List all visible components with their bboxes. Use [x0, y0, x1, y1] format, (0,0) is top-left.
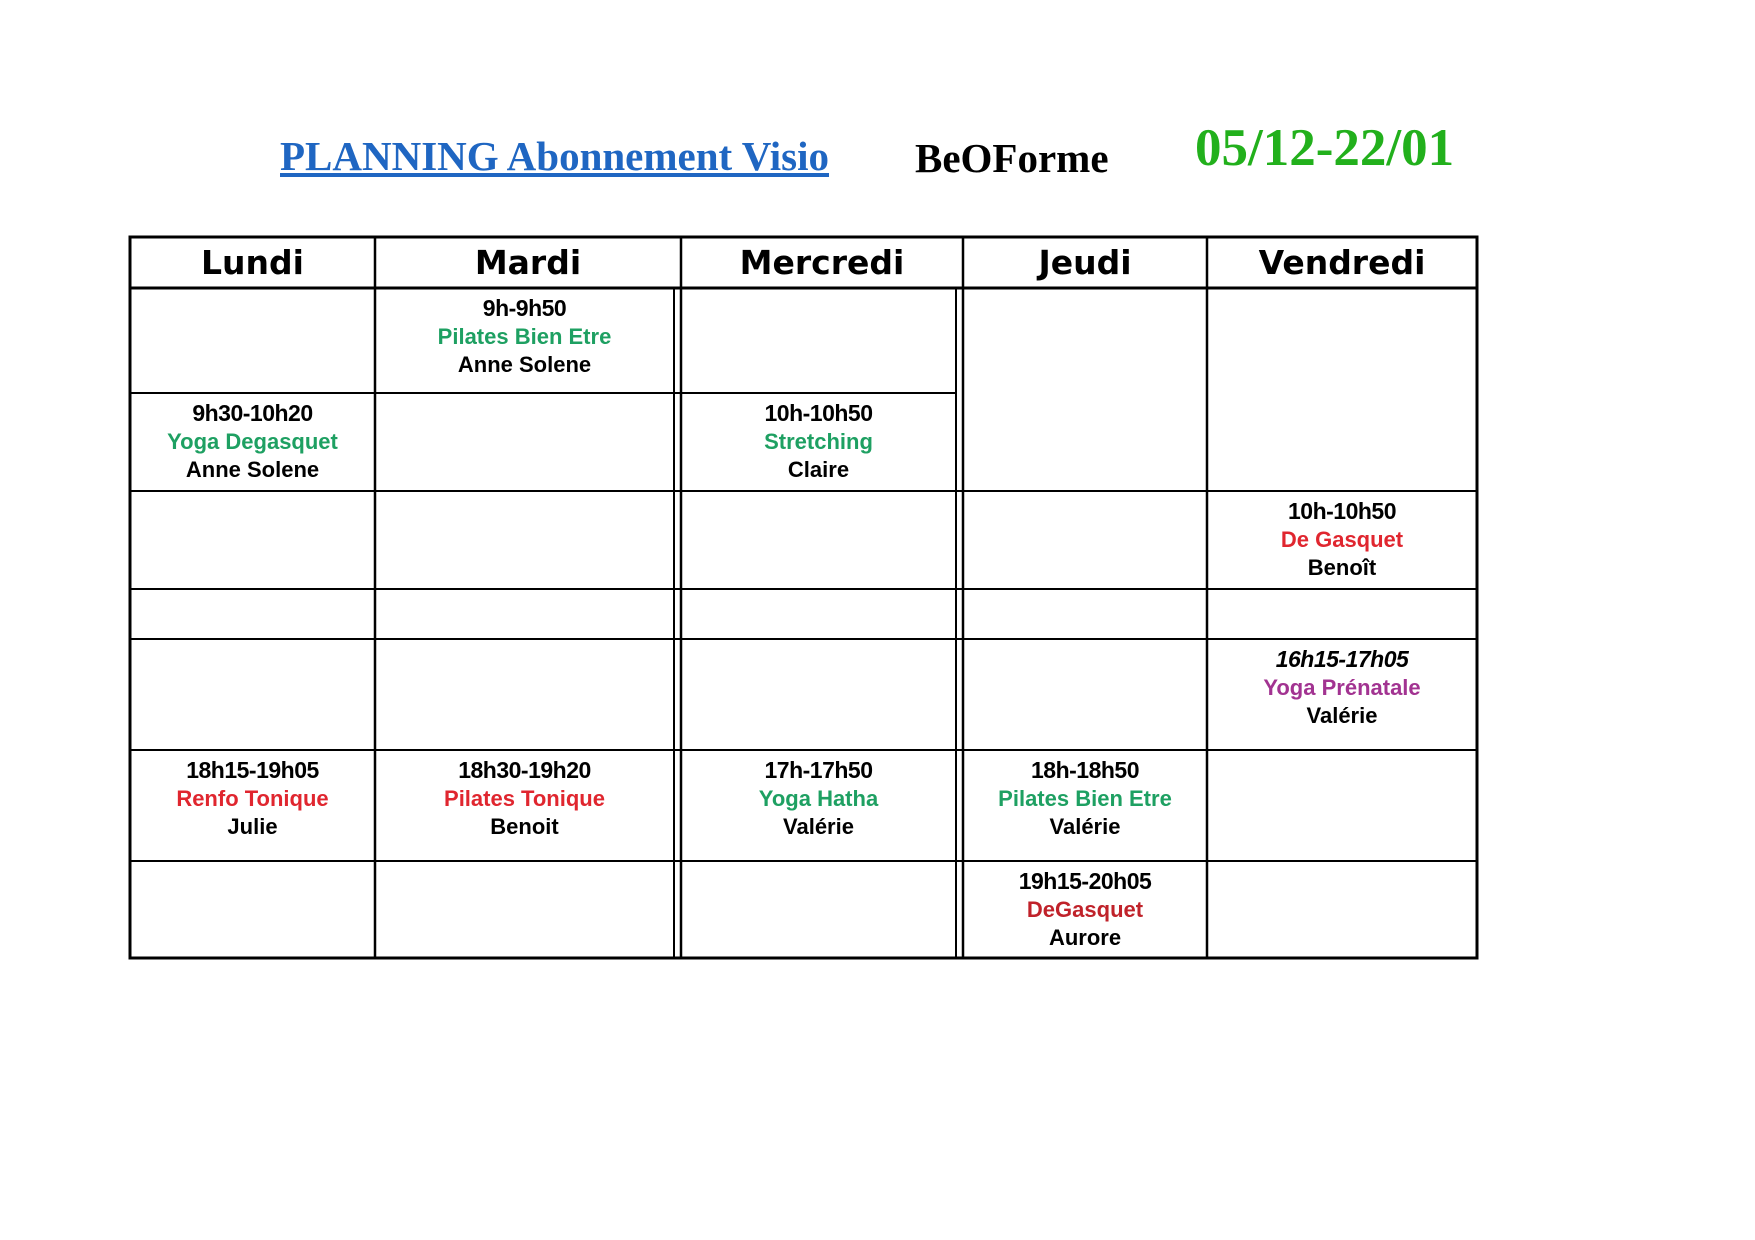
session-teacher: Julie [227, 814, 278, 839]
day-header-jeudi: Jeudi [1038, 243, 1132, 282]
session-time: 10h-10h50 [1287, 498, 1396, 524]
session-course: DeGasquet [1026, 897, 1144, 922]
session-lundi-9h30[interactable] [130, 399, 375, 484]
session-teacher: Anne Solene [457, 352, 592, 377]
session-course: De Gasquet [1280, 527, 1404, 552]
day-header-mercredi: Mercredi [739, 243, 905, 282]
session-teacher: Anne Solene [185, 457, 320, 482]
session-mercredi-17h[interactable] [681, 756, 956, 841]
session-mardi-9h[interactable] [375, 294, 674, 379]
session-teacher: Claire [787, 457, 850, 482]
session-teacher: Benoit [490, 814, 559, 839]
session-vendredi-16h15[interactable] [1207, 645, 1477, 730]
session-teacher: Valérie [1306, 703, 1378, 728]
day-header-vendredi: Vendredi [1258, 243, 1426, 282]
session-jeudi-19h15[interactable] [963, 867, 1207, 952]
brand-name: BeOForme [915, 135, 1109, 181]
session-mercredi-10h[interactable] [681, 399, 956, 484]
session-time: 9h30-10h20 [192, 400, 313, 426]
session-course: Pilates Bien Etre [998, 786, 1172, 811]
session-course: Pilates Tonique [444, 786, 605, 811]
session-time: 18h15-19h05 [186, 757, 319, 783]
session-lundi-18h15[interactable] [130, 756, 375, 841]
session-jeudi-18h[interactable] [963, 756, 1207, 841]
session-mardi-18h30[interactable] [375, 756, 674, 841]
session-teacher: Valérie [783, 814, 854, 839]
session-time: 18h30-19h20 [458, 757, 591, 783]
session-time: 9h-9h50 [482, 295, 567, 321]
date-range: 05/12-22/01 [1195, 119, 1455, 177]
session-time: 18h-18h50 [1030, 757, 1139, 783]
title-row [0, 118, 1755, 188]
session-course: Yoga Hatha [758, 786, 879, 811]
session-time: 19h15-20h05 [1018, 868, 1152, 894]
session-teacher: Aurore [1048, 925, 1122, 950]
session-course: Yoga Prénatale [1263, 675, 1421, 700]
page-title: PLANNING Abonnement Visio [280, 133, 830, 179]
session-course: Pilates Bien Etre [437, 324, 612, 349]
session-course: Stretching [764, 429, 873, 454]
session-time: 10h-10h50 [764, 400, 873, 426]
session-course: Yoga Degasquet [167, 429, 338, 454]
session-teacher: Benoît [1307, 555, 1377, 580]
session-time: 16h15-17h05 [1275, 646, 1409, 672]
session-time: 17h-17h50 [764, 757, 873, 783]
session-vendredi-10h[interactable] [1207, 497, 1477, 582]
day-header-lundi: Lundi [201, 243, 304, 282]
session-course: Renfo Tonique [176, 786, 329, 811]
session-teacher: Valérie [1049, 814, 1121, 839]
day-header-mardi: Mardi [474, 243, 582, 282]
